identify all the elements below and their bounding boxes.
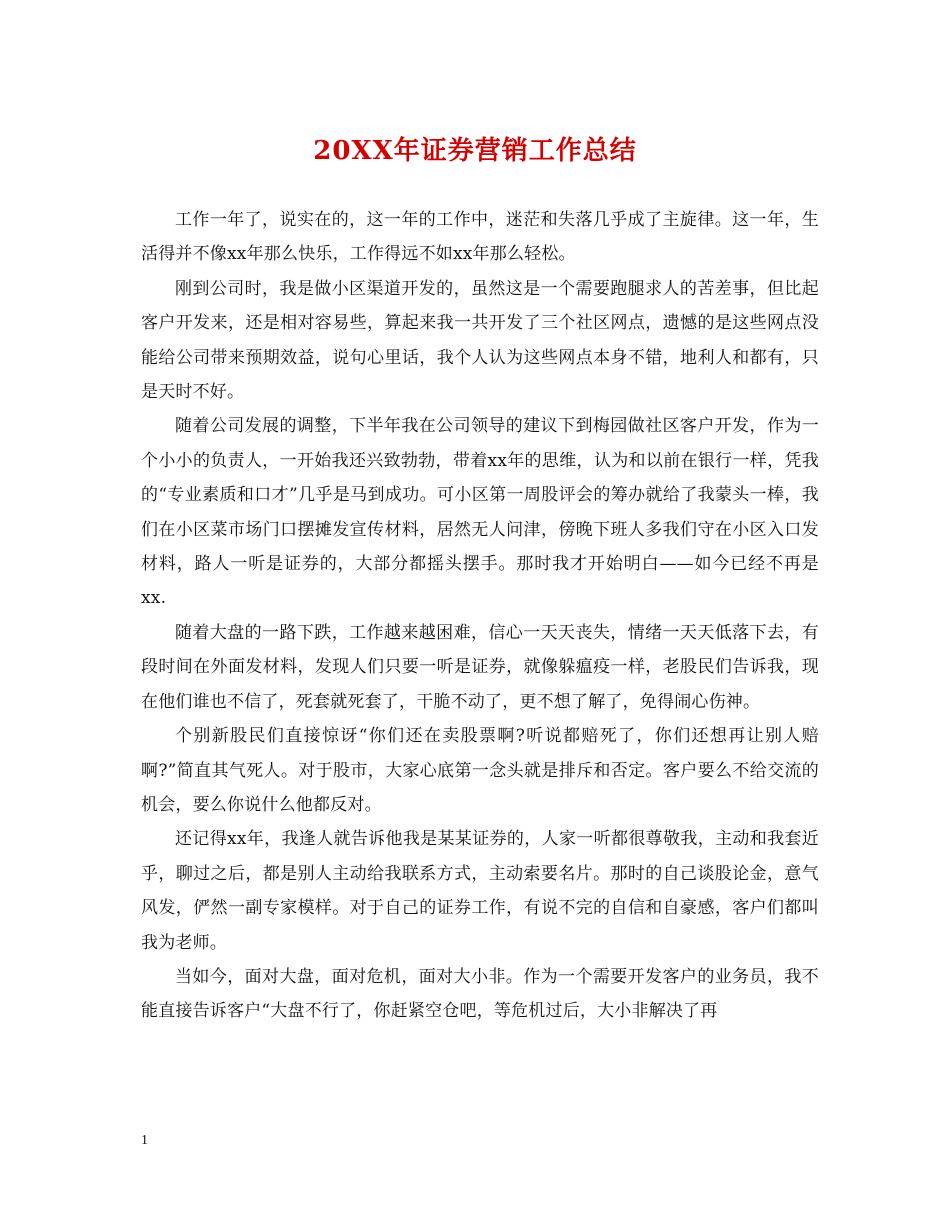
paragraph: 还记得xx年，我逢人就告诉他我是某某证券的，人家一听都很尊敬我，主动和我套近乎，聊过之后，都是别人主动给我联系方式，主动索要名片。那时的自己谈股论金，意气风发，俨然一副专家模样。对于自己的证券工作，有说不完的自信和自豪感，客户们都叫我为老师。 <box>141 829 819 953</box>
paragraph: 随着大盘的一路下跌，工作越来越困难，信心一天天丧失，情绪一天天低落下去，有段时间在外面发材料，发现人们只要一听是证券，就像躲瘟疫一样，老股民们告诉我，现在他们谁也不信了，死套就死套了，干脆不动了，更不想了解了，免得闹心伤神。 <box>141 622 819 712</box>
paragraph: 当如今，面对大盘，面对危机，面对大小非。作为一个需要开发客户的业务员，我不能直接告诉客户“大盘不行了，你赶紧空仓吧，等危机过后，大小非解决了再 <box>141 966 819 1022</box>
document-body <box>141 203 819 1029</box>
paragraph: 刚到公司时，我是做小区渠道开发的，虽然这是一个需要跑腿求人的苦差事，但比起客户开发来，还是相对容易些，算起来我一共开发了三个社区网点，遗憾的是这些网点没能给公司带来预期效益，说句心里话，我个人认为这些网点本身不错，地利人和都有，只是天时不好。 <box>141 278 819 403</box>
paragraph: 工作一年了，说实在的，这一年的工作中，迷茫和失落几乎成了主旋律。这一年，生活得并不像xx年那么快乐，工作得远不如xx年那么轻松。 <box>141 210 819 265</box>
paragraph: 个别新股民们直接惊讶“你们还在卖股票啊?听说都赔死了，你们还想再让别人赔啊?”简直其气死人。对于股市，大家心底第一念头就是排斥和否定。客户要么不给交流的机会，要么你说什么他都反对。 <box>141 726 819 815</box>
paragraph: 随着公司发展的调整，下半年我在公司领导的建议下到梅园做社区客户开发，作为一个小小的负责人，一开始我还兴致勃勃，带着xx年的思维，认为和以前在银行一样，凭我的“专业素质和口才”几乎是马到成功。可小区第一周股评会的筹办就给了我蒙头一棒，我们在小区菜市场门口摆摊发宣传材料，居然无人问津，傍晚下班人多我们守在小区入口发材料，路人一听是证券的，大部分都摇头摆手。那时我才开始明白——如今已经不再是xx. <box>141 416 819 609</box>
page-number: 1 <box>141 1133 148 1148</box>
document-title: 20XX年证券营销工作总结 <box>313 136 637 166</box>
